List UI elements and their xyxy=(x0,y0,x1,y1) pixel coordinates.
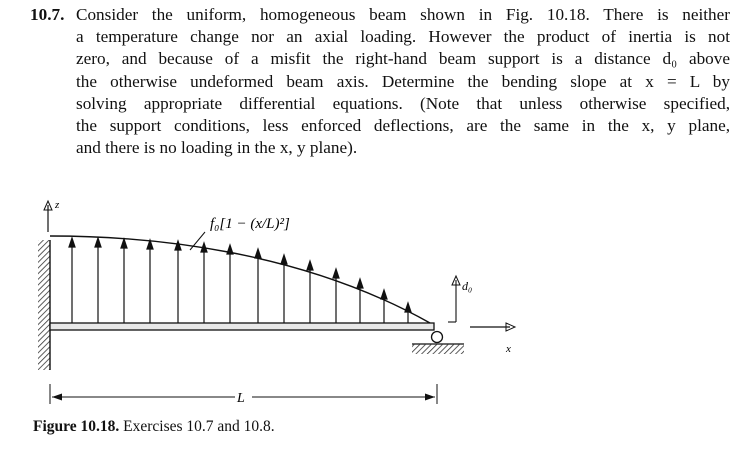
roller-support xyxy=(412,332,464,355)
problem-text xyxy=(76,4,730,159)
load-arrows xyxy=(69,238,411,323)
caption-text: Exercises 10.7 and 10.8. xyxy=(123,418,275,435)
d0-label: d₀ xyxy=(462,279,473,293)
beam-figure xyxy=(0,185,744,425)
beam xyxy=(50,323,434,330)
problem-statement xyxy=(30,4,730,159)
figure-caption xyxy=(33,418,275,436)
length-dimension xyxy=(50,384,437,406)
problem-line: the otherwise undeformed beam axis. Determine the bending slope at x = L by xyxy=(76,71,730,91)
x-axis xyxy=(470,323,515,355)
misfit-d0-indicator xyxy=(448,276,472,322)
problem-line: a temperature change nor an axial loading. However the product of inertia is not xyxy=(76,27,730,47)
x-axis-label: x xyxy=(506,343,511,355)
problem-line: and there is no loading in the x, y plane). xyxy=(76,138,358,158)
load-curve xyxy=(50,236,430,323)
problem-line: the support conditions, less enforced deflections, are the same in the x, y plane, xyxy=(76,116,730,136)
z-axis-label: z xyxy=(55,199,60,211)
problem-line: zero, and because of a misfit the right-hand beam support is a distance d₀ above xyxy=(76,49,730,69)
problem-line: solving appropriate differential equations. (Note that unless otherwise specified, xyxy=(76,93,730,113)
load-label: f₀[1 − (x/L)²] xyxy=(210,216,290,232)
problem-number: 10.7. xyxy=(30,5,65,24)
caption-label: Figure 10.18. xyxy=(33,418,120,435)
fixed-wall-support xyxy=(38,240,50,370)
length-label: L xyxy=(237,391,245,406)
problem-line: Consider the uniform, homogeneous beam shown in Fig. 10.18. There is neither xyxy=(76,5,730,24)
z-axis xyxy=(44,199,60,232)
